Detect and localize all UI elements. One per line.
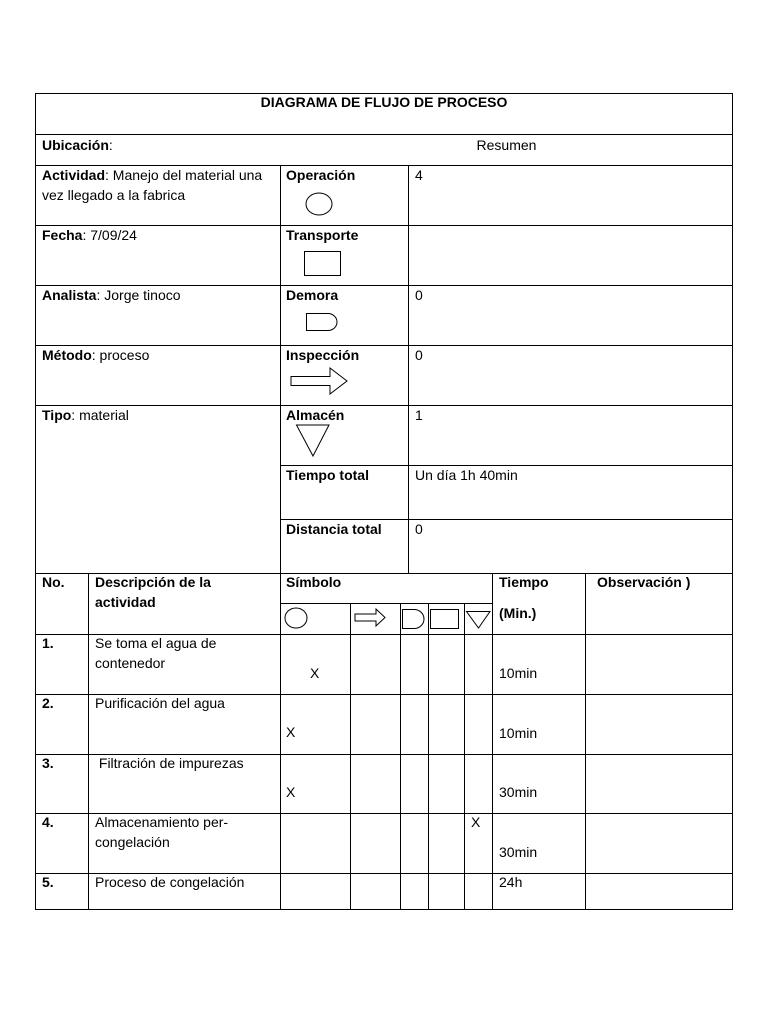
tipo-value: : material — [71, 407, 129, 423]
row-2-no: 2. — [42, 695, 54, 711]
divider — [35, 225, 733, 226]
rectangle-icon — [304, 251, 344, 277]
summary-value-operacion: 4 — [415, 167, 423, 183]
row-3-mark: X — [286, 784, 296, 800]
circle-icon — [284, 607, 310, 631]
row-1-tiempo: 10min — [499, 665, 538, 681]
summary-value-demora: 0 — [415, 287, 423, 303]
tipo-label: Tipo — [42, 407, 72, 423]
ubicacion-label: Ubicación — [42, 137, 109, 153]
analista-value: : Jorge tinoco — [96, 287, 181, 303]
row-5-descripcion: Proceso de congelación — [95, 874, 245, 890]
metodo-value: : proceso — [91, 347, 150, 363]
triangle-down-icon — [466, 611, 494, 631]
row-2-descripcion: Purificación del agua — [95, 695, 225, 711]
row-2-mark: X — [286, 724, 296, 740]
column-header-observacion: Observación ) — [597, 574, 691, 590]
resumen-heading: Resumen — [476, 137, 537, 153]
row-3-descripcion: Filtración de impurezas — [95, 755, 244, 771]
analista-field — [42, 285, 181, 305]
divider — [280, 573, 281, 910]
summary-label-tiempo-total: Tiempo total — [286, 467, 369, 483]
row-1-descripcion: Se toma el agua de contenedor — [95, 635, 217, 671]
column-header-simbolo: Símbolo — [286, 574, 342, 590]
column-header-tiempo: Tiempo — [499, 574, 549, 590]
d-shape-icon — [402, 609, 428, 631]
row-3-tiempo: 30min — [499, 784, 538, 800]
fecha-field — [42, 225, 137, 245]
tipo-field — [42, 405, 129, 425]
metodo-label: Método — [42, 347, 92, 363]
page-title: DIAGRAMA DE FLUJO DE PROCESO — [260, 94, 508, 110]
summary-value-tiempo-total: Un día 1h 40min — [415, 467, 518, 483]
row-5-tiempo: 24h — [499, 874, 523, 890]
arrow-right-icon — [290, 367, 350, 397]
row-4-tiempo: 30min — [499, 844, 538, 860]
divider — [88, 573, 89, 910]
divider — [585, 573, 586, 910]
actividad-label: Actividad — [42, 167, 106, 183]
actividad-value: : Manejo del material una vez llegado a la fabrica — [42, 167, 263, 203]
process-flow-form — [35, 93, 733, 910]
fecha-value: : 7/09/24 — [82, 227, 137, 243]
row-4-descripcion: Almacenamiento per-congelación — [95, 814, 229, 850]
row-2-tiempo: 10min — [499, 725, 538, 741]
column-header-no: No. — [42, 574, 65, 590]
rectangle-icon — [430, 609, 462, 631]
summary-label-operacion: Operación — [286, 167, 356, 183]
summary-label-almacen: Almacén — [286, 407, 345, 423]
summary-label-transporte: Transporte — [286, 227, 359, 243]
d-shape-icon — [306, 313, 342, 333]
arrow-right-icon — [354, 608, 388, 630]
triangle-down-icon — [296, 424, 332, 458]
summary-value-almacen: 1 — [415, 407, 423, 423]
divider — [428, 603, 429, 910]
row-1-no: 1. — [42, 635, 54, 651]
row-3-no: 3. — [42, 755, 54, 771]
column-header-descripcion: Descripción de la actividad — [95, 574, 211, 610]
divider — [464, 603, 465, 910]
summary-label-inspeccion: Inspección — [286, 347, 360, 363]
summary-value-inspeccion: 0 — [415, 347, 423, 363]
divider — [35, 405, 733, 406]
row-1-mark: X — [310, 665, 320, 681]
divider — [400, 603, 401, 910]
fecha-label: Fecha — [42, 227, 83, 243]
actividad-field — [42, 165, 274, 205]
ubicacion-value: : — [108, 137, 113, 153]
summary-value-distancia-total: 0 — [415, 521, 423, 537]
summary-label-distancia-total: Distancia total — [286, 521, 382, 537]
divider — [350, 603, 351, 910]
summary-label-demora: Demora — [286, 287, 339, 303]
row-4-no: 4. — [42, 814, 54, 830]
circle-icon — [305, 192, 335, 216]
row-5-no: 5. — [42, 874, 54, 890]
metodo-field — [42, 345, 149, 365]
column-header-tiempo-unit: (Min.) — [499, 605, 537, 621]
divider — [280, 165, 281, 573]
ubicacion-field — [42, 135, 113, 155]
analista-label: Analista — [42, 287, 97, 303]
divider — [280, 603, 492, 604]
divider — [408, 165, 409, 573]
row-4-mark: X — [471, 814, 481, 830]
